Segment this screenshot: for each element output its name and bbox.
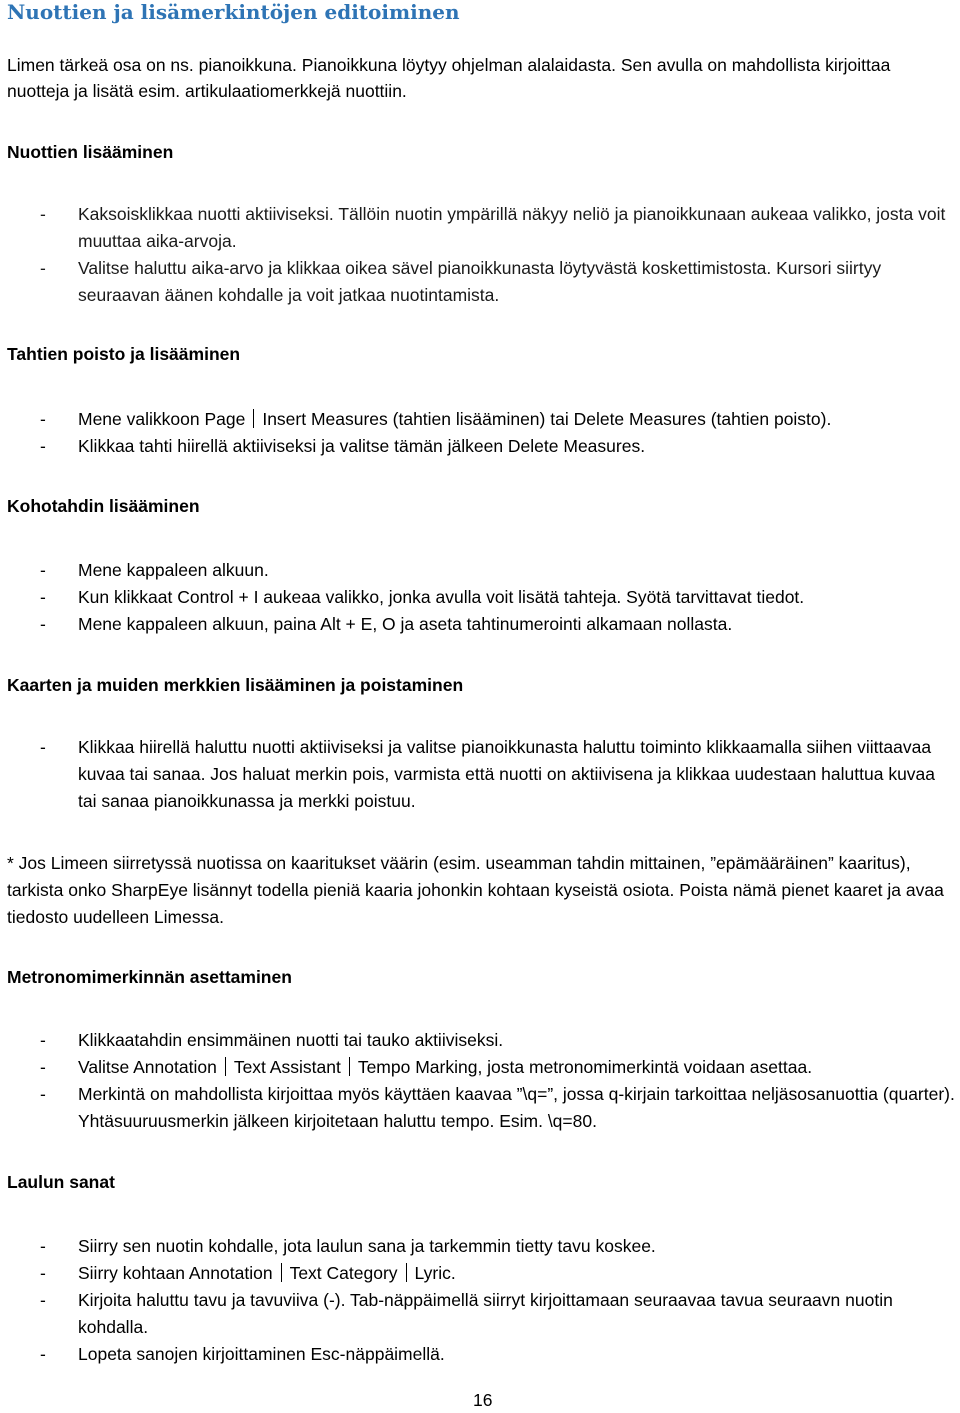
heading-measures: Tahtien poisto ja lisääminen: [7, 344, 241, 364]
menu-path-part: Valitse Annotation: [78, 1057, 217, 1077]
list-item: [0, 406, 960, 433]
list-item: - Kirjoita haluttu tavu ja tavuviiva (-). Tab-näppäimellä siirryt kirjoittamaan seuraavaa tavua seuraavn nuotin kohdalla.: [0, 1287, 960, 1341]
menu-path-part: Insert Measures (tahtien lisääminen) tai Delete Measures (tahtien poisto).: [262, 409, 832, 429]
list-slurs: [0, 734, 960, 815]
list-metronome: [0, 1027, 960, 1135]
slur-note-paragraph: * Jos Limeen siirretyssä nuotissa on kaaritukset väärin (esim. useamman tahdin mittainen, ”epämääräinen” kaaritus), tarkista onko SharpEye lisännyt todella pieniä kaaria johonkin kohtaan kyseistä osiota. Poista nämä pienet kaaret ja avaa tiedosto uudelleen Limessa.: [7, 853, 944, 927]
heading-metronome: Metronomimerkinnän asettaminen: [7, 967, 292, 987]
list-measures: [0, 406, 960, 460]
menu-path-part: Lyric.: [414, 1263, 456, 1283]
separator: [281, 1263, 282, 1282]
list-item: - Kun klikkaat Control + I aukeaa valikko, jonka avulla voit lisätä tahteja. Syötä tarvittavat tiedot.: [0, 584, 960, 611]
separator: [225, 1057, 226, 1076]
intro-paragraph: Limen tärkeä osa on ns. pianoikkuna. Pianoikkuna löytyy ohjelman alalaidasta. Sen avulla on mahdollista kirjoittaa nuotteja ja lisätä esim. artikulaatiomerkkejä nuottiin.: [7, 55, 891, 101]
list-item: - Klikkaa tahti hiirellä aktiiviseksi ja valitse tämän jälkeen Delete Measures.: [0, 433, 960, 460]
menu-path-part: Text Assistant: [233, 1057, 341, 1077]
list-item: - Valitse haluttu aika-arvo ja klikkaa oikea sävel pianoikkunasta löytyvästä koskettimistosta. Kursori siirtyy seuraavan äänen kohdalle ja voit jatkaa nuotintamista.: [0, 255, 960, 309]
list-item: - Klikkaatahdin ensimmäinen nuotti tai tauko aktiiviseksi.: [0, 1027, 960, 1054]
list-item: [0, 1054, 960, 1081]
list-item: - Kaksoisklikkaa nuotti aktiiviseksi. Tällöin nuotin ympärillä näkyy neliö ja pianoikkunaan aukeaa valikko, josta voit muuttaa aika-arvoja.: [0, 201, 960, 255]
list-item: - Klikkaa hiirellä haluttu nuotti aktiiviseksi ja valitse pianoikkunasta haluttu toiminto klikkaamalla siihen viittaavaa kuvaa tai sanaa. Jos haluat merkin pois, varmista että nuotti on aktiivisena ja klikkaa uudestaan haluttua kuvaa tai sanaa pianoikkunassa ja merkki poistuu.: [0, 734, 960, 815]
menu-path-part: Text Category: [289, 1263, 398, 1283]
heading-slurs: Kaarten ja muiden merkkien lisääminen ja poistaminen: [7, 675, 464, 695]
page-number: 16: [473, 1390, 493, 1410]
page-title: Nuottien ja lisämerkintöjen editoiminen: [7, 0, 460, 24]
list-lyrics: [0, 1233, 960, 1368]
heading-pickup: Kohotahdin lisääminen: [7, 496, 200, 516]
separator: [406, 1263, 407, 1282]
list-item: [0, 1260, 960, 1287]
heading-notes: Nuottien lisääminen: [7, 142, 174, 162]
list-item: - Mene kappaleen alkuun.: [0, 557, 960, 584]
list-item: - Merkintä on mahdollista kirjoittaa myös käyttäen kaavaa ”\q=”, jossa q-kirjain tarkoittaa neljäsosanuottia (quarter). Yhtäsuuruusmerkin jälkeen kirjoitetaan haluttu tempo. Esim. \q=80.: [0, 1081, 960, 1135]
list-notes: [0, 201, 960, 309]
menu-path-part: Tempo Marking, josta metronomimerkintä voidaan asettaa.: [357, 1057, 813, 1077]
heading-lyrics: Laulun sanat: [7, 1172, 115, 1192]
list-item: - Siirry sen nuotin kohdalle, jota laulun sana ja tarkemmin tietty tavu koskee.: [0, 1233, 960, 1260]
separator: [253, 409, 254, 428]
separator: [349, 1057, 350, 1076]
menu-path-part: Siirry kohtaan Annotation: [78, 1263, 273, 1283]
list-item: - Lopeta sanojen kirjoittaminen Esc-näppäimellä.: [0, 1341, 960, 1368]
list-pickup: [0, 557, 960, 638]
list-item: - Mene kappaleen alkuun, paina Alt + E, O ja aseta tahtinumerointi alkamaan nollasta.: [0, 611, 960, 638]
menu-path-part: Mene valikkoon Page: [78, 409, 246, 429]
